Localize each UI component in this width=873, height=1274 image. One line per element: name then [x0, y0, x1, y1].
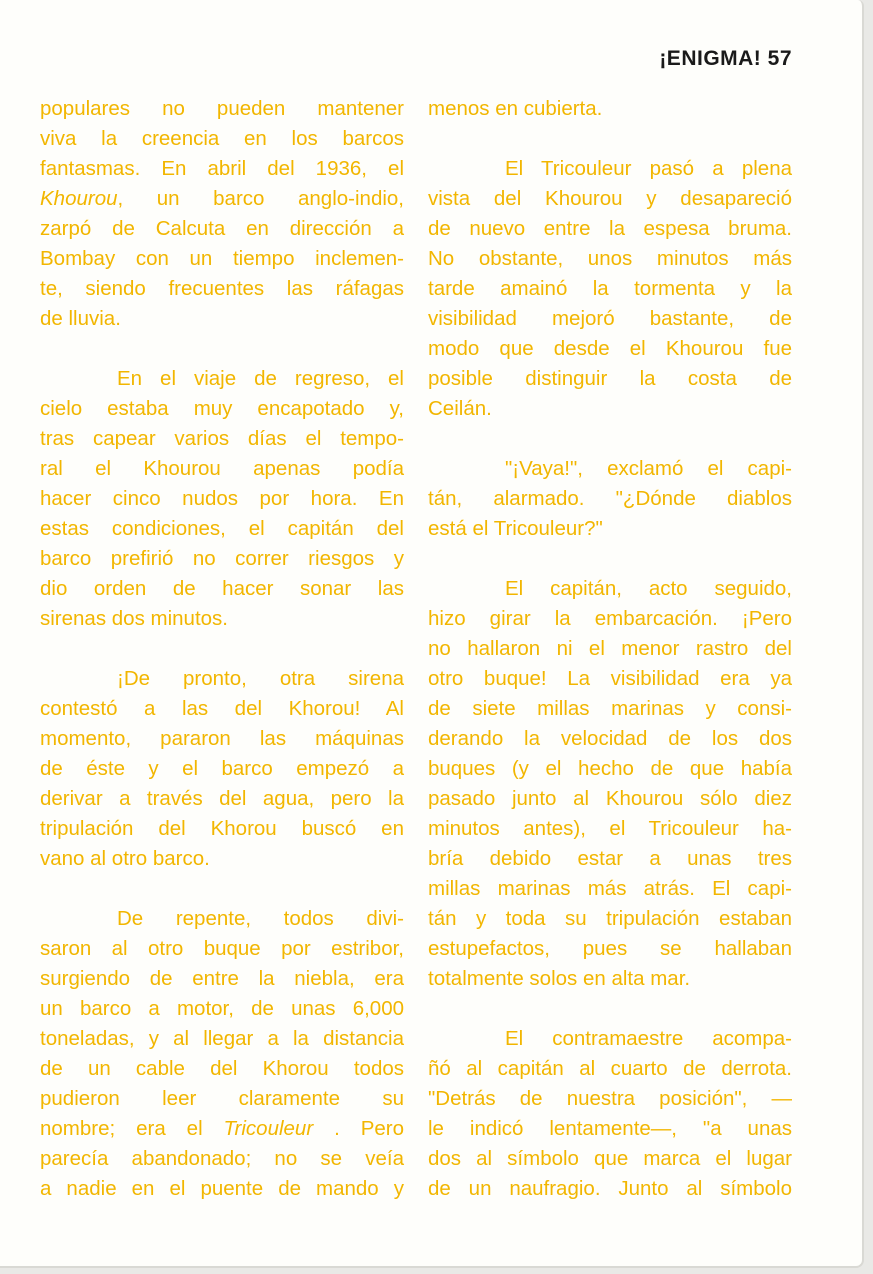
text-line: visibilidad mejoró bastante, de [428, 307, 792, 330]
text-line: posible distinguir la costa de [428, 367, 792, 390]
text-line: pasado junto al Khourou sólo diez [428, 787, 792, 810]
page-header: ¡ENIGMA! 57 [659, 47, 792, 70]
paragraph-gap [40, 634, 404, 664]
text-line: estas condiciones, el capitán del [40, 517, 404, 540]
text-line: derivar a través del agua, pero la [40, 787, 404, 810]
text-line: te, siendo frecuentes las ráfagas [40, 277, 404, 300]
ship-name-italic: Tricouleur [223, 1117, 314, 1140]
text-line: El contramaestre acompa- [505, 1027, 792, 1050]
text-line: dio orden de hacer sonar las [40, 577, 404, 600]
text-line: De repente, todos divi- [117, 907, 404, 930]
paragraph-gap [428, 124, 792, 154]
text-line: de lluvia. [40, 307, 121, 330]
text-line: tán y toda su tripulación estaban [428, 907, 792, 930]
left-column [40, 94, 404, 1204]
text-line: no hallaron ni el menor rastro del [428, 637, 792, 660]
text-line: millas marinas más atrás. El capi- [428, 877, 792, 900]
text-line: hizo girar la embarcación. ¡Pero [428, 607, 792, 630]
text-line [40, 1114, 404, 1144]
ship-name-italic: Khourou [40, 187, 118, 210]
text-line: parecía abandonado; no se veía [40, 1147, 404, 1170]
paragraph-gap [428, 544, 792, 574]
text-line: El Tricouleur pasó a plena [505, 157, 792, 180]
text-line: contestó a las del Khorou! Al [40, 697, 404, 720]
text-line: vano al otro barco. [40, 847, 210, 870]
paragraph-gap [428, 424, 792, 454]
text-line: Ceilán. [428, 397, 492, 420]
text-line: surgiendo de entre la niebla, era [40, 967, 404, 990]
text-line: fantasmas. En abril del 1936, el [40, 157, 404, 180]
text-line: El capitán, acto seguido, [505, 577, 792, 600]
text-line: de nuevo entre la espesa bruma. [428, 217, 792, 240]
text-line: menos en cubierta. [428, 97, 603, 120]
paragraph-gap [428, 994, 792, 1024]
text-segment: . Pero [313, 1117, 405, 1140]
text-line: derando la velocidad de los dos [428, 727, 792, 750]
text-line: momento, pararon las máquinas [40, 727, 404, 750]
text-line: cielo estaba muy encapotado y, [40, 397, 404, 420]
text-segment: , un barco anglo-indio, [117, 187, 404, 210]
text-line: estupefactos, pues se hallaban [428, 937, 792, 960]
text-line: ral el Khourou apenas podía [40, 457, 404, 480]
text-line: tán, alarmado. "¿Dónde diablos [428, 487, 792, 510]
text-line: ¡De pronto, otra sirena [117, 667, 404, 690]
text-line: dos al símbolo que marca el lugar [428, 1147, 792, 1170]
text-line: a nadie en el puente de mando y [40, 1177, 404, 1200]
text-line: Bombay con un tiempo inclemen- [40, 247, 404, 270]
text-line: bría debido estar a unas tres [428, 847, 792, 870]
text-line: populares no pueden mantener [40, 97, 404, 120]
text-line: otro buque! La visibilidad era ya [428, 667, 792, 690]
text-line: modo que desde el Khourou fue [428, 337, 792, 360]
text-line: totalmente solos en alta mar. [428, 967, 691, 990]
text-line: le indicó lentamente—, "a unas [428, 1117, 792, 1140]
text-line: En el viaje de regreso, el [117, 367, 404, 390]
text-line [40, 184, 404, 214]
text-line: sirenas dos minutos. [40, 607, 229, 630]
text-line: barco prefirió no correr riesgos y [40, 547, 404, 570]
text-line: "¡Vaya!", exclamó el capi- [505, 457, 792, 480]
text-line: pudieron leer claramente su [40, 1087, 404, 1110]
text-segment: nombre; era el [40, 1117, 224, 1140]
text-line: de éste y el barco empezó a [40, 757, 404, 780]
text-line: vista del Khourou y desapareció [428, 187, 792, 210]
text-line: buques (y el hecho de que había [428, 757, 792, 780]
text-line: ñó al capitán al cuarto de derrota. [428, 1057, 792, 1080]
text-line: No obstante, unos minutos más [428, 247, 792, 270]
text-line: está el Tricouleur?" [428, 517, 603, 540]
paragraph-gap [40, 334, 404, 364]
text-line: un barco a motor, de unas 6,000 [40, 997, 404, 1020]
text-line: hacer cinco nudos por hora. En [40, 487, 404, 510]
text-line: viva la creencia en los barcos [40, 127, 404, 150]
text-line: toneladas, y al llegar a la distancia [40, 1027, 404, 1050]
paragraph-gap [40, 874, 404, 904]
text-line: tarde amainó la tormenta y la [428, 277, 792, 300]
text-line: minutos antes), el Tricouleur ha- [428, 817, 792, 840]
text-line: saron al otro buque por estribor, [40, 937, 404, 960]
text-line: tras capear varios días el tempo- [40, 427, 404, 450]
right-column [428, 94, 792, 1204]
text-line: zarpó de Calcuta en dirección a [40, 217, 404, 240]
text-line: de un naufragio. Junto al símbolo [428, 1177, 792, 1200]
text-line: de siete millas marinas y consi- [428, 697, 792, 720]
text-line: "Detrás de nuestra posición", — [428, 1087, 792, 1110]
text-line: tripulación del Khorou buscó en [40, 817, 404, 840]
text-line: de un cable del Khorou todos [40, 1057, 404, 1080]
